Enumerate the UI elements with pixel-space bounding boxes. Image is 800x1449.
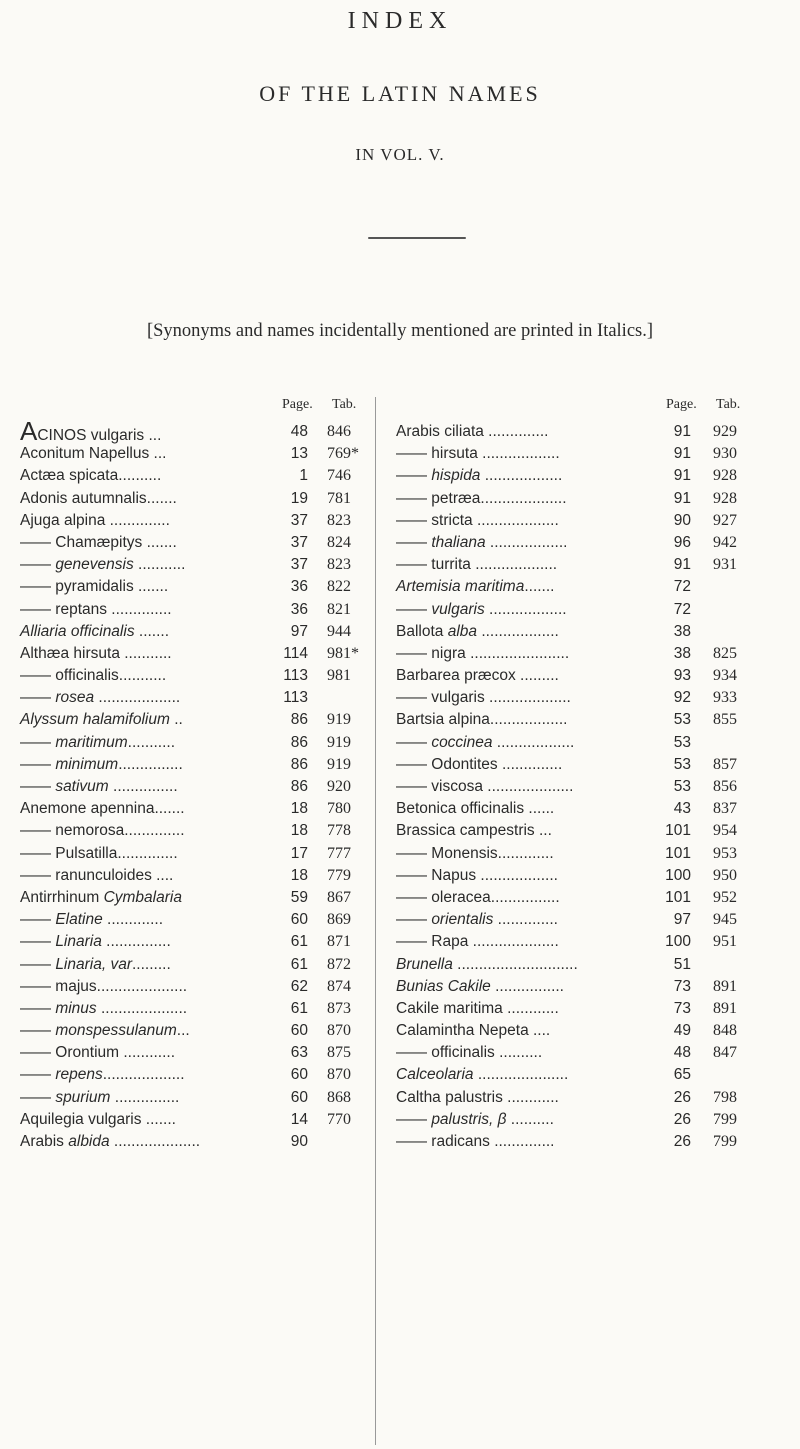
entry-name: —— Chamæpitys ....... [20, 533, 177, 551]
entry-page: 72 [673, 578, 691, 596]
entry-page: 113 [283, 667, 308, 685]
entry-page: 48 [673, 1044, 691, 1062]
entry-page: 37 [290, 533, 308, 551]
tab-column-label: Tab. [332, 397, 357, 412]
entry-name: —— majus..................... [20, 977, 188, 995]
entry-tab: 950 [713, 866, 737, 884]
entry-tab: 872 [327, 955, 351, 973]
entry-name: Bunias Cakile ................ [396, 977, 564, 995]
initial-capital: A [20, 416, 38, 446]
entry-tab: 848 [713, 1022, 737, 1040]
entry-name: —— ranunculoides .... [20, 866, 174, 884]
entry-name: Caltha palustris ............ [396, 1088, 559, 1106]
entry-page: 49 [673, 1022, 691, 1040]
entry-name: Arabis albida .................... [20, 1133, 201, 1150]
entry-page: 90 [673, 511, 691, 529]
entry-page: 14 [290, 1110, 308, 1128]
entry-name: Adonis autumnalis....... [20, 489, 177, 507]
entry-page: 113 [283, 689, 308, 707]
entry-tab: 873 [327, 999, 351, 1017]
entry-name: —— rosea ................... [20, 689, 181, 707]
entry-tab: 777 [327, 844, 351, 862]
entry-tab: 920 [327, 778, 351, 795]
entry-page: 19 [290, 489, 308, 507]
entry-name: —— Monensis............. [396, 844, 554, 862]
entry-tab: 821 [327, 600, 351, 618]
entry-name: —— vulgaris ................... [396, 689, 571, 707]
entry-page: 18 [290, 822, 308, 840]
entry-page: 48 [290, 423, 308, 440]
entry-page: 26 [673, 1110, 691, 1128]
entry-name: Alliaria officinalis ....... [20, 622, 170, 640]
entry-tab: 769* [327, 445, 359, 463]
entry-tab: 846 [327, 423, 351, 440]
entry-page: 72 [673, 600, 691, 618]
entry-tab: 837 [713, 800, 737, 818]
entry-tab: 981 [327, 667, 351, 685]
entry-page: 97 [673, 911, 691, 929]
entry-page: 86 [290, 778, 308, 795]
entry-tab: 798 [713, 1088, 737, 1106]
entry-tab: 799 [713, 1110, 737, 1128]
entry-name: —— turrita ................... [396, 556, 558, 574]
entry-name: Brunella ............................ [396, 955, 578, 973]
entry-page: 73 [673, 999, 691, 1017]
entry-page: 97 [290, 622, 308, 640]
index-subtitle: OF THE LATIN NAMES [259, 81, 541, 106]
entry-page: 91 [673, 467, 691, 485]
entry-tab: 891 [713, 999, 737, 1017]
entry-page: 93 [673, 667, 691, 685]
entry-name: —— Odontites .............. [396, 755, 563, 773]
entry-name: Antirrhinum Cymbalaria [20, 888, 182, 906]
entry-page: 63 [290, 1044, 308, 1062]
entry-page: 101 [665, 888, 691, 906]
entry-page: 60 [290, 1066, 308, 1084]
entry-page: 18 [290, 800, 308, 818]
entry-page: 92 [673, 689, 691, 707]
entry-name: Bartsia alpina.................. [396, 711, 568, 729]
entry-page: 61 [290, 999, 308, 1017]
entry-page: 91 [673, 489, 691, 507]
entry-name: —— spurium ............... [20, 1088, 180, 1106]
entry-page: 100 [665, 933, 691, 951]
entry-page: 17 [290, 844, 308, 862]
entry-name: —— stricta ................... [396, 511, 559, 529]
entry-name: Calamintha Nepeta .... [396, 1022, 551, 1040]
page-column-label: Page. [666, 397, 697, 412]
entry-name: —— officinalis........... [20, 667, 167, 685]
entry-tab: 867 [327, 888, 351, 906]
entry-name: —— orientalis .............. [396, 911, 558, 929]
entry-tab: 953 [713, 844, 737, 862]
entry-name: Aquilegia vulgaris ....... [20, 1110, 176, 1128]
entry-tab: 954 [713, 822, 737, 840]
entry-page: 100 [665, 866, 691, 884]
entry-tab: 942 [713, 533, 737, 551]
entry-page: 65 [673, 1066, 691, 1084]
entry-name: —— Elatine ............. [20, 911, 164, 929]
entry-tab: 856 [713, 778, 737, 795]
entry-page: 53 [673, 778, 691, 795]
entry-page: 91 [673, 423, 691, 440]
entry-name: —— officinalis .......... [396, 1044, 543, 1062]
entry-page: 36 [290, 578, 308, 596]
entry-tab: 931 [713, 556, 737, 574]
entry-name: Althæa hirsuta ........... [20, 644, 172, 662]
entry-name: Cakile maritima ............ [396, 999, 559, 1017]
entry-tab: 781 [327, 489, 351, 507]
index-title: INDEX [347, 8, 453, 34]
tab-column-label: Tab. [716, 397, 741, 412]
entry-name: Betonica officinalis ...... [396, 800, 555, 818]
entry-name: —— Linaria, var......... [20, 955, 171, 973]
entry-tab: 928 [713, 467, 737, 485]
entry-name: —— maritimum........... [20, 733, 176, 751]
entry-page: 53 [673, 711, 691, 729]
italics-note: [Synonyms and names incidentally mentioned are printed in Italics.] [146, 321, 654, 341]
entry-page: 86 [290, 755, 308, 773]
entry-tab: 945 [713, 911, 737, 929]
entry-name: —— Napus .................. [396, 866, 558, 884]
entry-tab: 930 [713, 445, 737, 463]
entry-tab: 875 [327, 1044, 351, 1062]
entry-tab: 823 [327, 556, 351, 574]
entry-page: 43 [673, 800, 691, 818]
entry-name: Ajuga alpina .............. [20, 511, 170, 529]
entry-tab: 952 [713, 888, 737, 906]
entry-name: Arabis ciliata .............. [396, 423, 549, 440]
entry-name: Alyssum halamifolium .. [20, 711, 183, 729]
entry-page: 36 [290, 600, 308, 618]
entry-tab: 927 [713, 511, 737, 529]
entry-tab: 780 [327, 800, 351, 818]
entry-tab: 870 [327, 1066, 351, 1084]
entry-tab: 770 [327, 1110, 351, 1128]
entry-name: —— hispida .................. [396, 467, 563, 485]
entry-page: 60 [290, 1022, 308, 1040]
entry-tab: 934 [713, 667, 737, 685]
entry-page: 38 [673, 644, 691, 662]
entry-page: 60 [290, 1088, 308, 1106]
entry-name: —— minus .................... [20, 999, 188, 1017]
entry-page: 101 [665, 844, 691, 862]
entry-name: Calceolaria ..................... [396, 1066, 569, 1084]
entry-page: 26 [673, 1088, 691, 1106]
entry-page: 101 [665, 822, 691, 840]
entry-page: 37 [290, 511, 308, 529]
entry-name: —— palustris, β .......... [396, 1110, 554, 1128]
entry-page: 91 [673, 556, 691, 574]
entry-name: —— Pulsatilla.............. [20, 844, 178, 862]
volume-label: IN VOL. V. [355, 145, 445, 164]
entry-page: 86 [290, 711, 308, 729]
entry-name: —— minimum............... [20, 755, 183, 773]
entry-page: 53 [673, 755, 691, 773]
entry-page: 26 [673, 1133, 691, 1150]
entry-page: 51 [673, 955, 691, 973]
entry-page: 53 [673, 733, 691, 751]
entry-name: —— radicans .............. [396, 1133, 555, 1150]
entry-tab: 981* [327, 644, 359, 662]
entry-name: —— sativum ............... [20, 778, 178, 795]
entry-tab: 874 [327, 977, 351, 995]
entry-page: 60 [290, 911, 308, 929]
entry-name: —— Linaria ............... [20, 933, 171, 951]
entry-page: 62 [290, 977, 308, 995]
entry-page: 13 [290, 445, 308, 463]
entry-name: Actæa spicata.......... [20, 467, 162, 485]
entry-tab: 799 [713, 1133, 737, 1150]
entry-name: —— repens................... [20, 1066, 185, 1084]
entry-tab: 919 [327, 733, 351, 751]
entry-tab: 778 [327, 822, 351, 840]
entry-page: 73 [673, 977, 691, 995]
entry-name: —— petræa.................... [396, 489, 567, 507]
entry-name: —— reptans .............. [20, 600, 172, 618]
entry-name: —— nemorosa.............. [20, 822, 185, 840]
entry-tab: 871 [327, 933, 351, 951]
entry-name: —— hirsuta .................. [396, 445, 560, 463]
entry-name: —— coccinea .................. [396, 733, 575, 751]
entry-name: Ballota alba .................. [396, 622, 559, 640]
entry-tab: 869 [327, 911, 351, 929]
entry-page: 59 [290, 888, 308, 906]
entry-name: —— Orontium ............ [20, 1044, 176, 1062]
entry-name: Anemone apennina....... [20, 800, 185, 818]
entry-page: 96 [673, 533, 691, 551]
entry-tab: 825 [713, 644, 737, 662]
entry-tab: 929 [713, 423, 737, 440]
entry-tab: 891 [713, 977, 737, 995]
entry-tab: 919 [327, 755, 351, 773]
entry-tab: 919 [327, 711, 351, 729]
entry-tab: 870 [327, 1022, 351, 1040]
entry-name: Artemisia maritima....... [396, 578, 555, 596]
entry-tab: 746 [327, 467, 351, 485]
entry-name: Aconitum Napellus ... [20, 445, 167, 463]
entry-name: —— thaliana .................. [396, 533, 568, 551]
entry-page: 37 [290, 556, 308, 574]
entry-tab: 822 [327, 578, 351, 596]
entry-tab: 857 [713, 755, 737, 773]
entry-page: 114 [283, 644, 308, 662]
entry-page: 61 [290, 955, 308, 973]
entry-name: Brassica campestris ... [396, 822, 552, 840]
entry-name: Barbarea præcox ......... [396, 667, 559, 685]
entry-tab: 779 [327, 866, 351, 884]
entry-name: —— pyramidalis ....... [20, 578, 169, 596]
entry-name: —— nigra ....................... [396, 644, 570, 662]
entry-tab: 944 [327, 622, 351, 640]
entry-tab: 928 [713, 489, 737, 507]
entry-tab: 855 [713, 711, 737, 729]
entry-name: —— monspessulanum... [20, 1022, 190, 1040]
entry-page: 61 [290, 933, 308, 951]
entry-page: 38 [673, 622, 691, 640]
entry-tab: 824 [327, 533, 351, 551]
ornamental-rule [368, 237, 466, 239]
entry-name: —— Rapa .................... [396, 933, 559, 951]
entry-tab: 823 [327, 511, 351, 529]
entry-tab: 847 [713, 1044, 737, 1062]
entry-page: 91 [673, 445, 691, 463]
entry-tab: 951 [713, 933, 737, 951]
entry-name: —— vulgaris .................. [396, 600, 567, 618]
page-column-label: Page. [282, 397, 313, 412]
entry-name-text: CINOS vulgaris ... [37, 427, 162, 444]
entry-tab: 933 [713, 689, 737, 707]
entry-page: 90 [290, 1133, 308, 1150]
entry-page: 86 [290, 733, 308, 751]
entry-page: 18 [290, 866, 308, 884]
entry-name: —— oleracea................ [396, 888, 560, 906]
entry-tab: 868 [327, 1088, 351, 1106]
entry-name: —— viscosa .................... [396, 778, 574, 795]
entry-name: —— genevensis ........... [20, 556, 186, 574]
entry-page: 1 [299, 467, 308, 485]
